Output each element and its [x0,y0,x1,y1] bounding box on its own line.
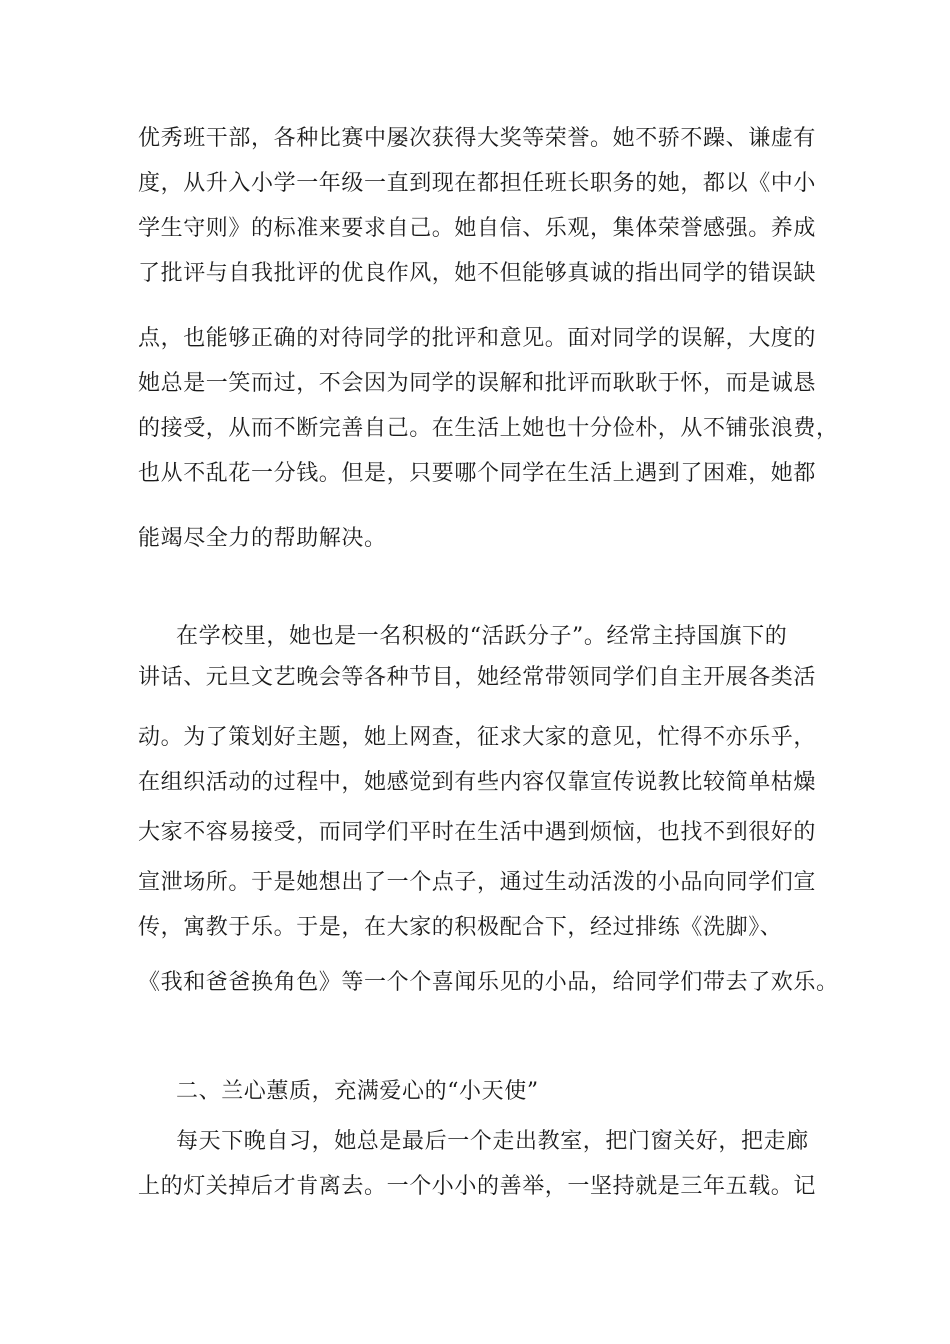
text-line: 传，寓教于乐。于是，在大家的积极配合下，经过排练《洗脚》、 [138,915,783,940]
text-line: 在组织活动的过程中，她感觉到有些内容仅靠宣传说教比较简单枯燥 [138,770,817,795]
text-line: 上的灯关掉后才肯离去。一个小小的善举，一坚持就是三年五载。记 [138,1174,817,1199]
text-line: 动。为了策划好主题，她上网查，征求大家的意见，忙得不亦乐乎， [138,725,817,750]
text-line: 优秀班干部，各种比赛中屡次获得大奖等荣誉。她不骄不躁、谦虚有 [138,126,817,151]
text-line: 也从不乱花一分钱。但是，只要哪个同学在生活上遇到了困难，她都 [138,461,817,486]
text-line: 了批评与自我批评的优良作风，她不但能够真诚的指出同学的错误缺 [138,261,817,286]
text-line: 点，也能够正确的对待同学的批评和意见。面对同学的误解，大度的 [138,326,817,351]
text-line: 学生守则》的标准来要求自己。她自信、乐观，集体荣誉感强。养成 [138,216,817,241]
text-line: 每天下晚自习，她总是最后一个走出教室，把门窗关好，把走廊 [176,1129,809,1154]
text-line: 度，从升入小学一年级一直到现在都担任班长职务的她，都以《中小 [138,171,817,196]
text-line: 她总是一笑而过，不会因为同学的误解和批评而耿耿于怀，而是诚恳 [138,371,817,396]
section-heading: 二、兰心蕙质，充满爱心的“小天使” [176,1079,539,1104]
text-line: 《我和爸爸换角色》等一个个喜闻乐见的小品，给同学们带去了欢乐。 [138,970,839,995]
text-line: 大家不容易接受，而同学们平时在生活中遇到烦恼，也找不到很好的 [138,820,817,845]
text-line: 的接受，从而不断完善自己。在生活上她也十分俭朴，从不铺张浪费， [138,416,839,441]
text-line: 在学校里，她也是一名积极的“活跃分子”。经常主持国旗下的 [176,624,788,649]
text-line: 能竭尽全力的帮助解决。 [138,526,387,551]
text-line: 讲话、元旦文艺晚会等各种节目，她经常带领同学们自主开展各类活 [138,665,817,690]
text-line: 宣泄场所。于是她想出了一个点子，通过生动活泼的小品向同学们宣 [138,870,817,895]
